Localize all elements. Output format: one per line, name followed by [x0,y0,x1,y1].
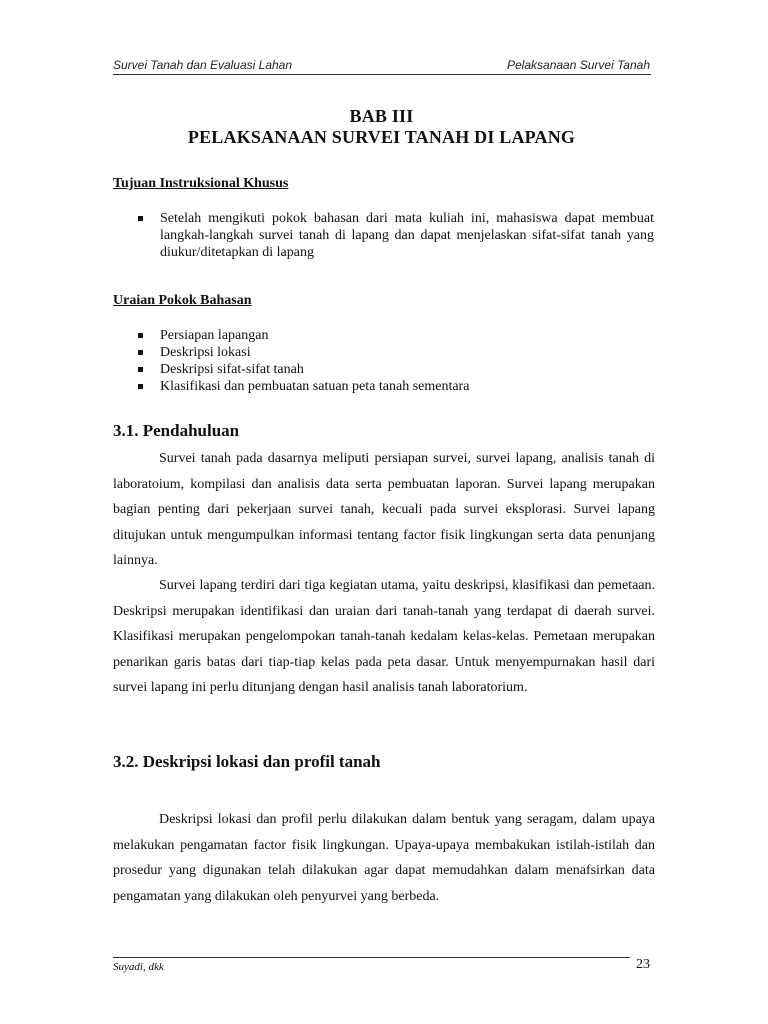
topics-heading: Uraian Pokok Bahasan [113,293,252,308]
header-rule [113,74,651,75]
topic-item: Deskripsi lokasi [136,344,654,361]
section-2-heading: 3.2. Deskripsi lokasi dan profil tanah [113,752,381,771]
page-number: 23 [636,957,650,972]
section-2-paragraph-1: Deskripsi lokasi dan profil perlu dilakukan dalam bentuk yang seragam, dalam upaya melakukan pengamatan factor fisik lingkungan. Upaya-upaya membakukan istilah-istilah dan prosedur yang digunakan telah dilakukan agar dapat memudahkan dalam menafsirkan data pengamatan yang dilakukan oleh penyurvei yang berbeda. [113,812,655,904]
objectives-heading: Tujuan Instruksional Khusus [113,176,289,191]
section-1-paragraph-2: Survei lapang terdiri dari tiga kegiatan utama, yaitu deskripsi, klasifikasi dan pemetaan. Deskripsi merupakan identifikasi dan uraian dari tanah-tanah yang terdapat di daerah survei. Klasifikasi merupakan pengelompokan tanah-tanah kedalam kelas-kelas. Pemetaan merupakan penarikan garis batas dari tiap-tiap kelas pada peta dasar. Untuk menyempurnakan hasil dari survei lapang ini perlu ditunjang dengan hasil analisis tanah laboratorium. [113,578,655,695]
running-header-right: Pelaksanaan Survei Tanah [507,58,650,72]
objective-item: Setelah mengikuti pokok bahasan dari mata kuliah ini, mahasiswa dapat membuat langkah-langkah survei tanah di lapang dan dapat menjelaskan sifat-sifat tanah yang diukur/ditetapkan di lapang [136,210,654,261]
topic-item: Deskripsi sifat-sifat tanah [136,361,654,378]
chapter-number: BAB III [349,106,414,126]
topic-item: Klasifikasi dan pembuatan satuan peta tanah sementara [136,378,654,395]
topic-item: Persiapan lapangan [136,327,654,344]
running-header-left: Survei Tanah dan Evaluasi Lahan [113,58,293,72]
topics-list [136,327,654,395]
objectives-list [136,210,654,261]
running-header [113,58,650,74]
section-1-paragraph-1: Survei tanah pada dasarnya meliputi persiapan survei, survei lapang, analisis tanah di laboratoium, kompilasi dan analisis data serta pembuatan laporan. Survei lapang merupakan bagian penting dari pekerjaan survei tanah, kecuali pada survei eksplorasi. Survei lapang ditujukan untuk mengumpulkan informasi tentang factor fisik lingkungan serta data penunjang lainnya. [113,451,655,568]
chapter-title: PELAKSANAAN SURVEI TANAH DI LAPANG [187,127,576,147]
footer-rule [113,957,630,958]
footer-author: Suyadi, dkk [113,961,164,973]
section-1-heading: 3.1. Pendahuluan [113,421,240,440]
